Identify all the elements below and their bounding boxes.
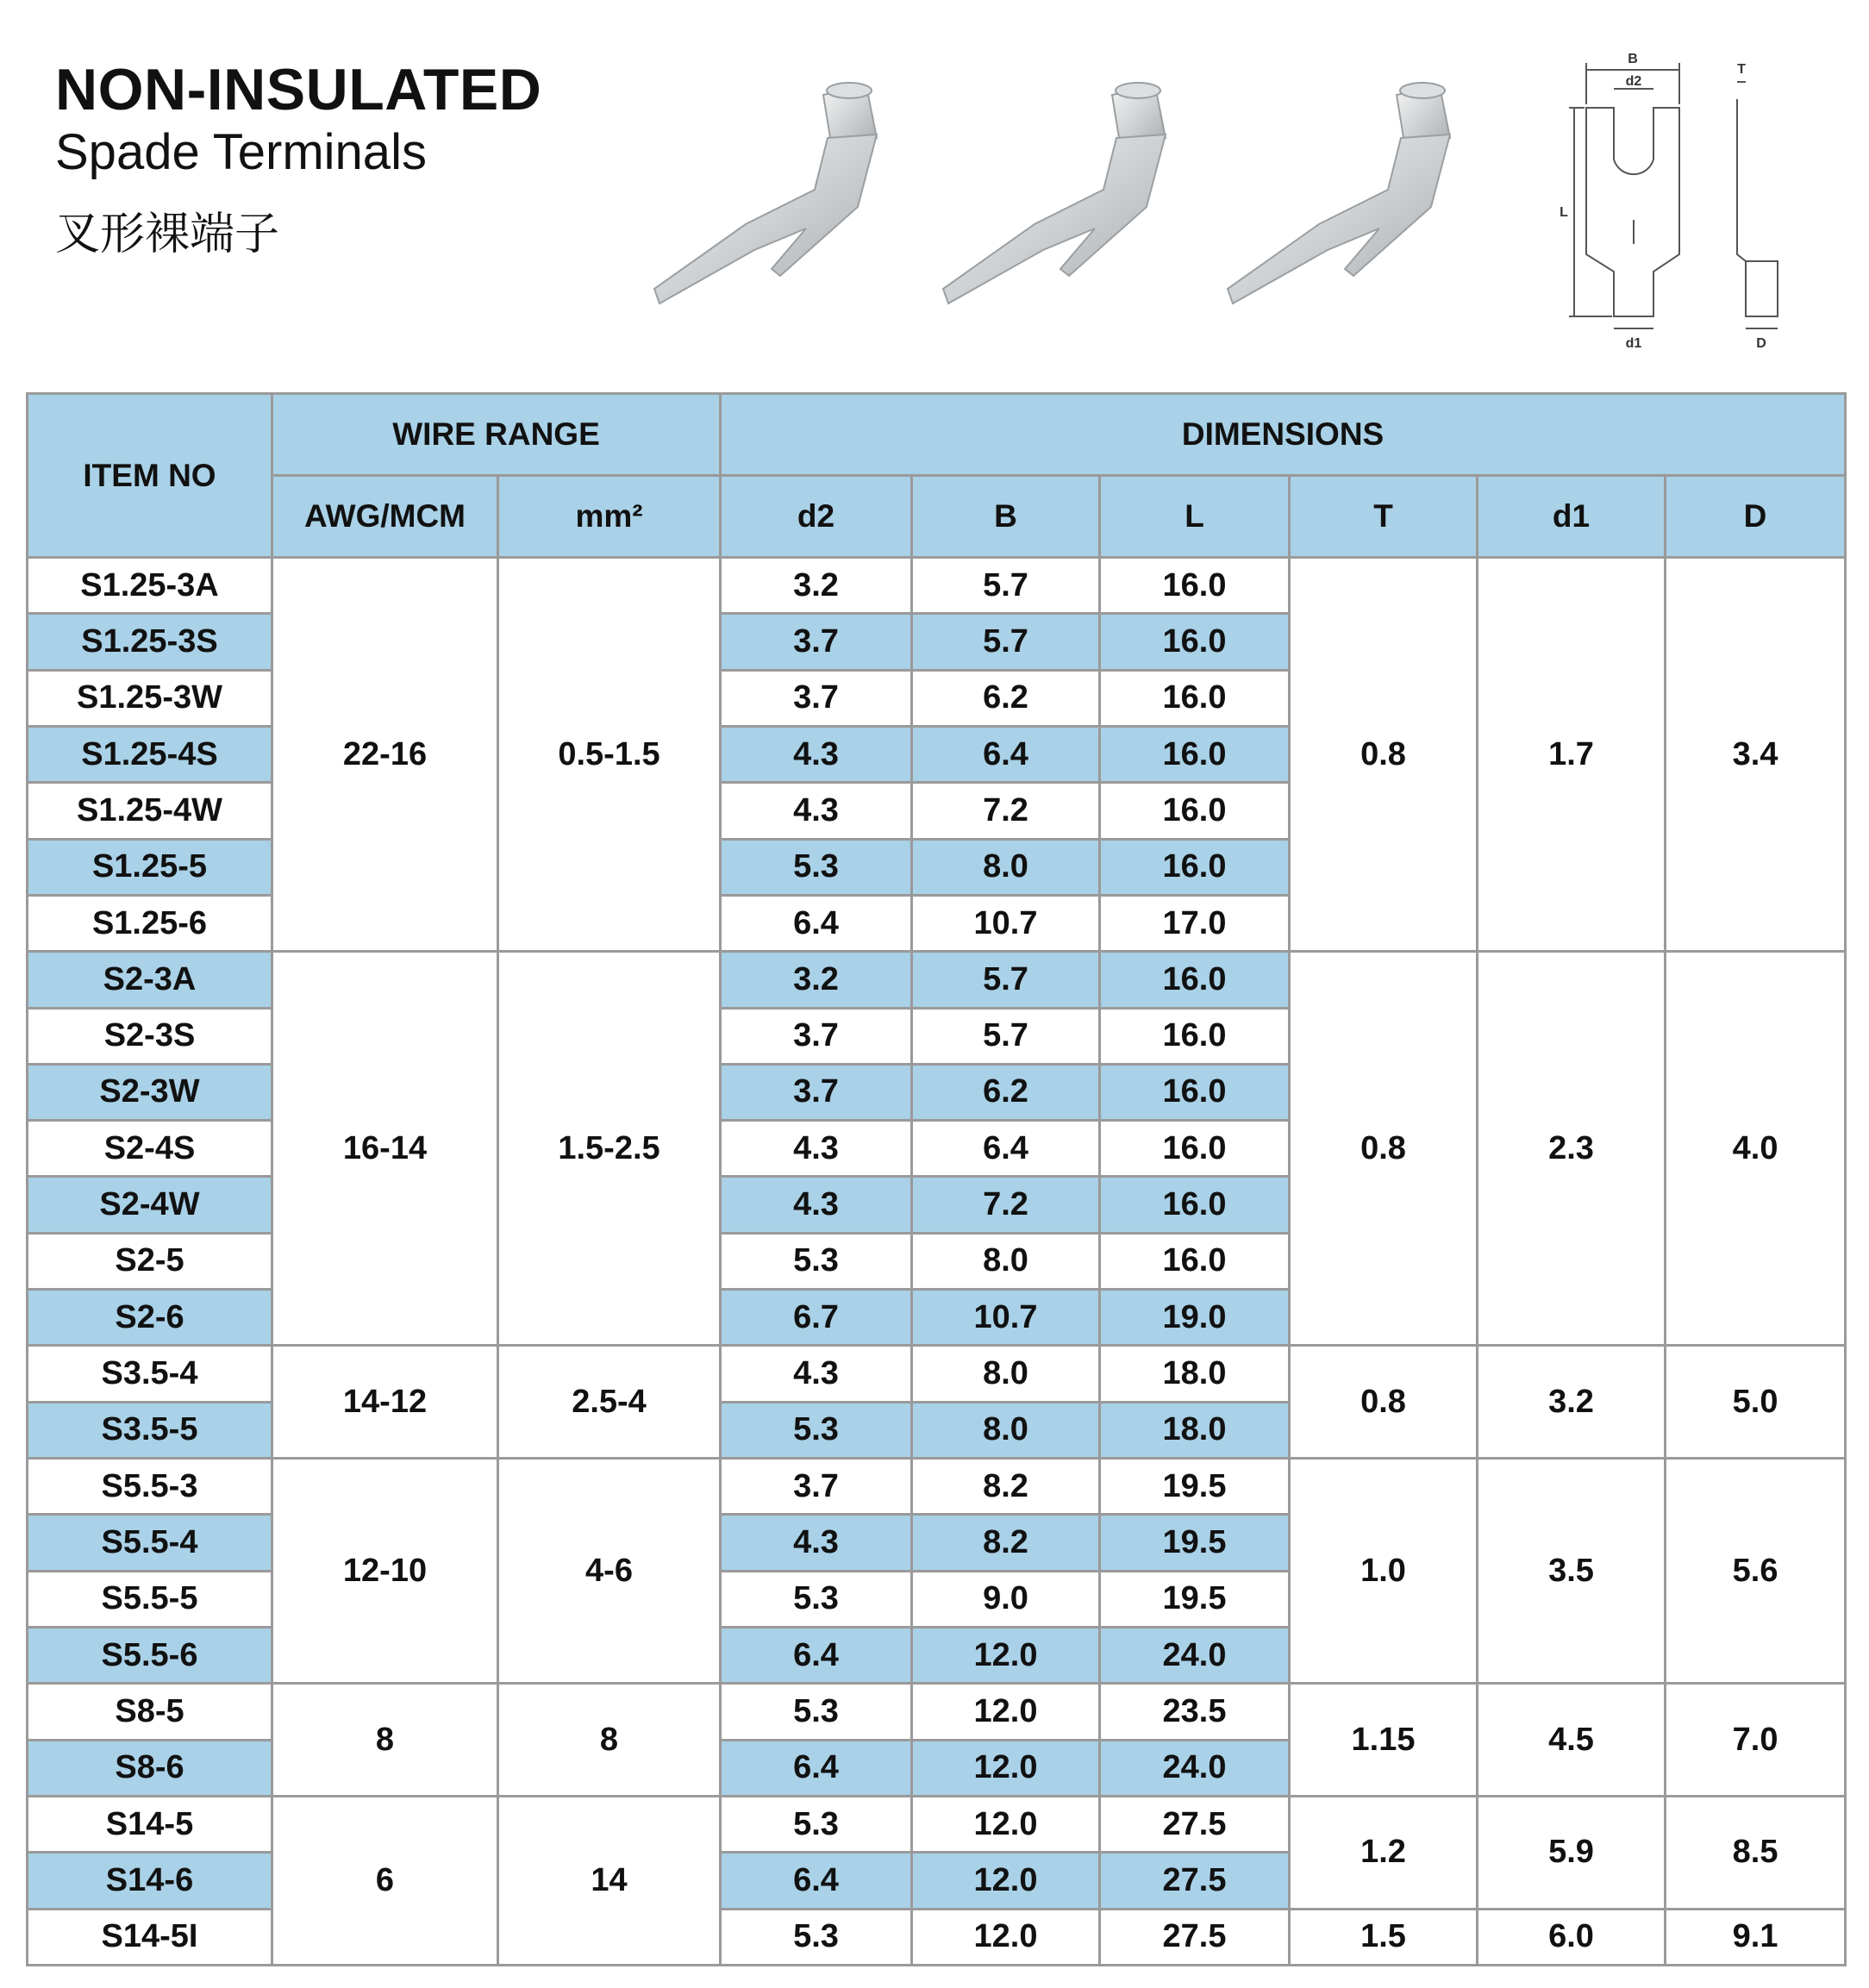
b-cell: 6.2: [912, 670, 1100, 726]
l-cell: 16.0: [1100, 726, 1290, 782]
spec-table: [26, 392, 1847, 1966]
d2-cell: 5.3: [721, 1796, 912, 1852]
l-cell: 27.5: [1100, 1796, 1290, 1852]
d2-cell: 4.3: [721, 1346, 912, 1402]
header-l: L: [1100, 476, 1290, 558]
item-no-cell: S2-3S: [28, 1008, 272, 1064]
header-d: D: [1666, 476, 1846, 558]
d2-cell: 5.3: [721, 1909, 912, 1966]
b-cell: 8.0: [912, 1402, 1100, 1458]
header-awg: AWG/MCM: [272, 476, 498, 558]
b-cell: 7.2: [912, 1177, 1100, 1233]
l-cell: 16.0: [1100, 614, 1290, 670]
d2-cell: 6.4: [721, 1627, 912, 1683]
l-cell: 16.0: [1100, 952, 1290, 1008]
page-subtitle-chinese: 叉形裸端子: [55, 209, 280, 260]
b-cell: 8.2: [912, 1515, 1100, 1571]
d2-cell: 3.7: [721, 614, 912, 670]
d-cell: 7.0: [1666, 1684, 1846, 1797]
b-cell: 12.0: [912, 1627, 1100, 1683]
t-cell: 1.2: [1290, 1796, 1478, 1909]
t-cell: 0.8: [1290, 1346, 1478, 1459]
drawing-label-B: B: [1628, 52, 1638, 66]
mm2-cell: 14: [498, 1796, 721, 1965]
item-no-cell: S1.25-4S: [28, 726, 272, 782]
l-cell: 16.0: [1100, 558, 1290, 614]
item-no-cell: S1.25-6: [28, 895, 272, 951]
mm2-cell: 1.5-2.5: [498, 952, 721, 1346]
l-cell: 16.0: [1100, 1121, 1290, 1177]
t-cell: 0.8: [1290, 952, 1478, 1346]
header-mm2: mm²: [498, 476, 721, 558]
item-no-cell: S2-6: [28, 1290, 272, 1346]
header-d2: d2: [721, 476, 912, 558]
d2-cell: 3.7: [721, 1064, 912, 1120]
mm2-cell: 8: [498, 1684, 721, 1797]
d2-cell: 5.3: [721, 1233, 912, 1289]
d-cell: 9.1: [1666, 1909, 1846, 1966]
item-no-cell: S1.25-3A: [28, 558, 272, 614]
header-dimensions: DIMENSIONS: [721, 394, 1846, 476]
l-cell: 16.0: [1100, 783, 1290, 839]
d2-cell: 3.2: [721, 558, 912, 614]
b-cell: 10.7: [912, 895, 1100, 951]
d-cell: 3.4: [1666, 558, 1846, 952]
awg-cell: 22-16: [272, 558, 498, 952]
l-cell: 27.5: [1100, 1909, 1290, 1966]
item-no-cell: S1.25-5: [28, 839, 272, 895]
d1-cell: 2.3: [1478, 952, 1666, 1346]
d2-cell: 3.7: [721, 670, 912, 726]
spade-terminal-photo-3: [1224, 78, 1491, 310]
l-cell: 24.0: [1100, 1740, 1290, 1796]
mm2-cell: 4-6: [498, 1459, 721, 1684]
l-cell: 16.0: [1100, 1233, 1290, 1289]
d2-cell: 4.3: [721, 1515, 912, 1571]
drawing-label-d2: d2: [1625, 74, 1642, 89]
b-cell: 6.2: [912, 1064, 1100, 1120]
title-block: [55, 57, 542, 260]
b-cell: 10.7: [912, 1290, 1100, 1346]
awg-cell: 12-10: [272, 1459, 498, 1684]
b-cell: 5.7: [912, 952, 1100, 1008]
l-cell: 23.5: [1100, 1684, 1290, 1740]
drawing-label-D: D: [1756, 336, 1766, 351]
mm2-cell: 2.5-4: [498, 1346, 721, 1459]
l-cell: 18.0: [1100, 1402, 1290, 1458]
l-cell: 19.5: [1100, 1515, 1290, 1571]
mm2-cell: 0.5-1.5: [498, 558, 721, 952]
awg-cell: 8: [272, 1684, 498, 1797]
d2-cell: 5.3: [721, 1402, 912, 1458]
item-no-cell: S1.25-3S: [28, 614, 272, 670]
b-cell: 5.7: [912, 1008, 1100, 1064]
l-cell: 19.5: [1100, 1459, 1290, 1515]
item-no-cell: S8-5: [28, 1684, 272, 1740]
d1-cell: 6.0: [1478, 1909, 1666, 1966]
item-no-cell: S2-3A: [28, 952, 272, 1008]
l-cell: 17.0: [1100, 895, 1290, 951]
l-cell: 19.5: [1100, 1571, 1290, 1627]
drawing-label-d1: d1: [1625, 336, 1642, 351]
header-item-no: ITEM NO: [28, 394, 272, 558]
header-t: T: [1290, 476, 1478, 558]
d2-cell: 3.2: [721, 952, 912, 1008]
d2-cell: 5.3: [721, 1684, 912, 1740]
b-cell: 12.0: [912, 1853, 1100, 1909]
d1-cell: 4.5: [1478, 1684, 1666, 1797]
item-no-cell: S2-5: [28, 1233, 272, 1289]
b-cell: 12.0: [912, 1684, 1100, 1740]
d-cell: 4.0: [1666, 952, 1846, 1346]
b-cell: 8.0: [912, 1233, 1100, 1289]
item-no-cell: S8-6: [28, 1740, 272, 1796]
l-cell: 16.0: [1100, 839, 1290, 895]
b-cell: 9.0: [912, 1571, 1100, 1627]
b-cell: 12.0: [912, 1909, 1100, 1966]
d2-cell: 4.3: [721, 783, 912, 839]
item-no-cell: S14-5: [28, 1796, 272, 1852]
l-cell: 16.0: [1100, 1064, 1290, 1120]
b-cell: 12.0: [912, 1796, 1100, 1852]
d1-cell: 3.5: [1478, 1459, 1666, 1684]
b-cell: 6.4: [912, 726, 1100, 782]
d2-cell: 3.7: [721, 1008, 912, 1064]
item-no-cell: S1.25-4W: [28, 783, 272, 839]
d1-cell: 5.9: [1478, 1796, 1666, 1909]
d2-cell: 6.4: [721, 1740, 912, 1796]
d2-cell: 6.4: [721, 895, 912, 951]
spec-table-body: [28, 558, 1846, 1966]
item-no-cell: S14-5I: [28, 1909, 272, 1966]
item-no-cell: S5.5-6: [28, 1627, 272, 1683]
item-no-cell: S14-6: [28, 1853, 272, 1909]
l-cell: 16.0: [1100, 1177, 1290, 1233]
t-cell: 1.5: [1290, 1909, 1478, 1966]
item-no-cell: S1.25-3W: [28, 670, 272, 726]
b-cell: 6.4: [912, 1121, 1100, 1177]
spade-terminal-photo-1: [651, 78, 918, 310]
t-cell: 1.0: [1290, 1459, 1478, 1684]
b-cell: 8.2: [912, 1459, 1100, 1515]
item-no-cell: S5.5-3: [28, 1459, 272, 1515]
d-cell: 5.0: [1666, 1346, 1846, 1459]
d2-cell: 6.7: [721, 1290, 912, 1346]
l-cell: 16.0: [1100, 670, 1290, 726]
d2-cell: 4.3: [721, 1177, 912, 1233]
d1-cell: 3.2: [1478, 1346, 1666, 1459]
l-cell: 27.5: [1100, 1853, 1290, 1909]
dimension-drawing: [1552, 47, 1785, 358]
item-no-cell: S2-3W: [28, 1064, 272, 1120]
page-subtitle: Spade Terminals: [55, 124, 427, 180]
drawing-label-L: L: [1560, 205, 1568, 220]
item-no-cell: S2-4W: [28, 1177, 272, 1233]
d2-cell: 5.3: [721, 839, 912, 895]
b-cell: 8.0: [912, 839, 1100, 895]
header-wire-range: WIRE RANGE: [272, 394, 721, 476]
item-no-cell: S3.5-5: [28, 1402, 272, 1458]
item-no-cell: S2-4S: [28, 1121, 272, 1177]
l-cell: 24.0: [1100, 1627, 1290, 1683]
drawing-label-T: T: [1737, 62, 1746, 77]
spade-terminal-photo-2: [940, 78, 1207, 310]
awg-cell: 16-14: [272, 952, 498, 1346]
d-cell: 5.6: [1666, 1459, 1846, 1684]
l-cell: 18.0: [1100, 1346, 1290, 1402]
awg-cell: 6: [272, 1796, 498, 1965]
t-cell: 0.8: [1290, 558, 1478, 952]
item-no-cell: S5.5-5: [28, 1571, 272, 1627]
d2-cell: 3.7: [721, 1459, 912, 1515]
l-cell: 19.0: [1100, 1290, 1290, 1346]
item-no-cell: S5.5-4: [28, 1515, 272, 1571]
d2-cell: 4.3: [721, 726, 912, 782]
d1-cell: 1.7: [1478, 558, 1666, 952]
d-cell: 8.5: [1666, 1796, 1846, 1909]
d2-cell: 4.3: [721, 1121, 912, 1177]
b-cell: 5.7: [912, 558, 1100, 614]
l-cell: 16.0: [1100, 1008, 1290, 1064]
b-cell: 12.0: [912, 1740, 1100, 1796]
d2-cell: 5.3: [721, 1571, 912, 1627]
page-title: NON-INSULATED: [55, 57, 542, 122]
b-cell: 5.7: [912, 614, 1100, 670]
t-cell: 1.15: [1290, 1684, 1478, 1797]
b-cell: 8.0: [912, 1346, 1100, 1402]
d2-cell: 6.4: [721, 1853, 912, 1909]
header-d1: d1: [1478, 476, 1666, 558]
b-cell: 7.2: [912, 783, 1100, 839]
item-no-cell: S3.5-4: [28, 1346, 272, 1402]
awg-cell: 14-12: [272, 1346, 498, 1459]
header-b: B: [912, 476, 1100, 558]
